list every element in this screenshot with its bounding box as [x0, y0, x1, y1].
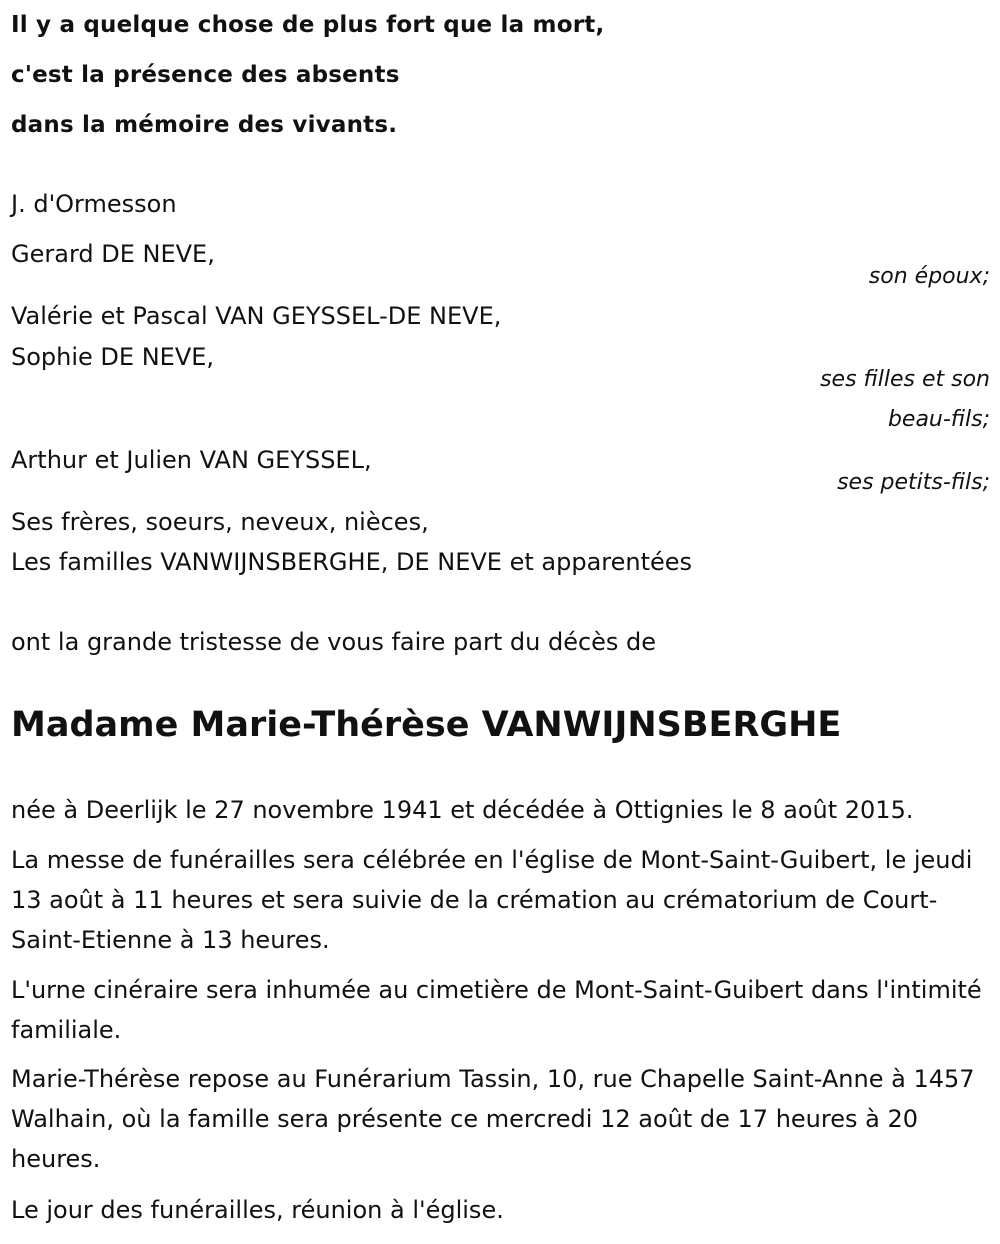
- husband-role: son époux;: [868, 264, 990, 289]
- daughter-1-name: Valérie et Pascal VAN GEYSSEL-DE NEVE,: [11, 302, 502, 330]
- siblings-line: Ses frères, soeurs, neveux, nièces,: [11, 508, 429, 536]
- repose-text: Marie-Thérèse repose au Funérarium Tassin, 10, rue Chapelle Saint-Anne à 1457 Walhain, où la famille sera présente ce mercredi 12 août de 17 heures à 20 heures.: [11, 1065, 975, 1173]
- quote-line-2: c'est la présence des absents: [11, 62, 400, 88]
- meeting-text: Le jour des funérailles, réunion à l'église.: [11, 1196, 504, 1224]
- daughters-role-line-2: beau-fils;: [887, 407, 990, 432]
- grandsons-names: Arthur et Julien VAN GEYSSEL,: [11, 446, 372, 474]
- quote-line-3: dans la mémoire des vivants.: [11, 112, 398, 138]
- birth-death-text: née à Deerlijk le 27 novembre 1941 et décédée à Ottignies le 8 août 2015.: [11, 796, 914, 824]
- announcement-text: ont la grande tristesse de vous faire part du décès de: [11, 628, 657, 656]
- quote-line-1: Il y a quelque chose de plus fort que la mort,: [11, 12, 605, 38]
- daughter-2-name: Sophie DE NEVE,: [11, 343, 215, 371]
- quote-author: J. d'Ormesson: [11, 190, 177, 218]
- urn-text: L'urne cinéraire sera inhumée au cimetière de Mont-Saint-Guibert dans l'intimité familiale.: [11, 976, 982, 1044]
- families-line: Les familles VANWIJNSBERGHE, DE NEVE et apparentées: [11, 548, 693, 576]
- husband-name: Gerard DE NEVE,: [11, 240, 215, 268]
- deceased-name: Madame Marie-Thérèse VANWIJNSBERGHE: [11, 705, 842, 745]
- funeral-mass-text: La messe de funérailles sera célébrée en l'église de Mont-Saint-Guibert, le jeudi 13 août à 11 heures et sera suivie de la crémation au crématorium de Court-Saint-Etienne à 13 heures.: [11, 846, 973, 954]
- daughters-role-line-1: ses filles et son: [820, 367, 990, 392]
- grandsons-role: ses petits-fils;: [837, 470, 990, 495]
